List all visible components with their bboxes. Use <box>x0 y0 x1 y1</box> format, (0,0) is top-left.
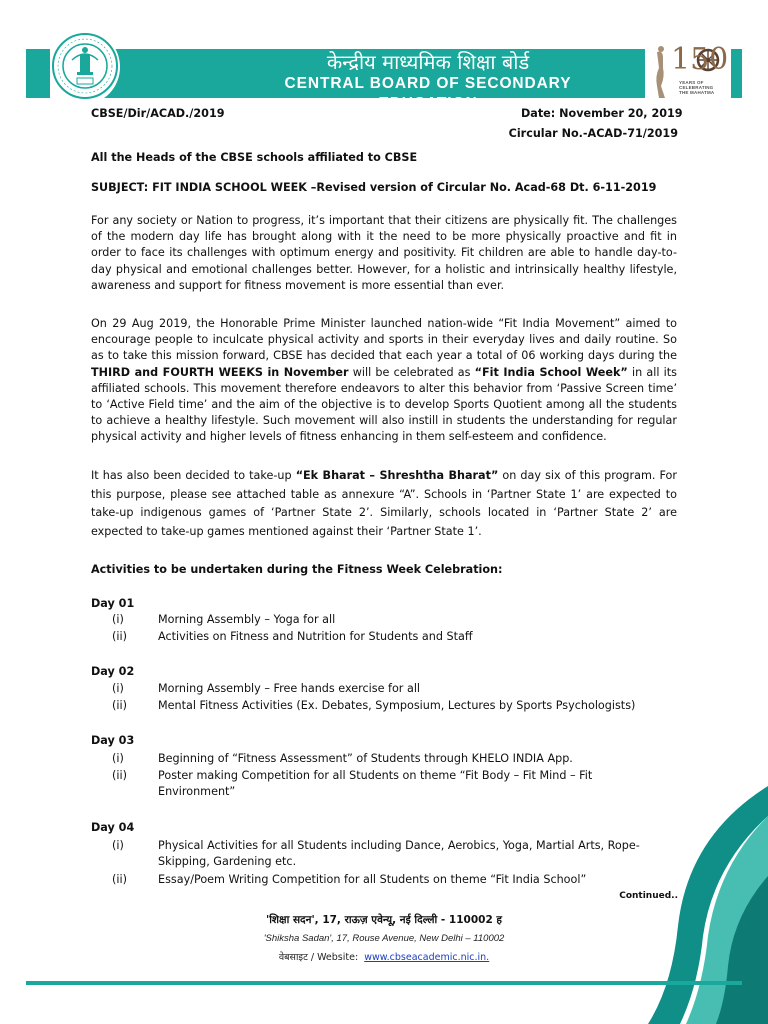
reference-number: CBSE/Dir/ACAD./2019 <box>91 107 225 120</box>
list-item: Essay/Poem Writing Competition for all Students on theme “Fit India School” <box>158 873 587 886</box>
day-label: Day 03 <box>91 734 135 747</box>
logo-150-caption: YEARS OF CELEBRATING THE MAHATMA <box>679 80 715 95</box>
item-number: (i) <box>112 613 124 626</box>
150-years-logo <box>651 42 729 100</box>
website-link[interactable]: www.cbseacademic.nic.in. <box>364 952 490 963</box>
day-label: Day 01 <box>91 597 135 610</box>
list-item: Mental Fitness Activities (Ex. Debates, Symposium, Lectures by Sports Psychologists) <box>158 699 636 712</box>
item-number: (i) <box>112 839 124 852</box>
list-item: Beginning of “Fitness Assessment” of Students through KHELO INDIA App. <box>158 752 573 765</box>
cbse-emblem-icon <box>50 30 120 104</box>
paragraph-fit-india: On 29 Aug 2019, the Honorable Prime Minister launched nation-wide “Fit India Movement” aimed to encourage people to inculcate physical activity and sports in their everyday lives and daily routine. So as to take this mission forward, CBSE has decided that each year a total of 06 working days during the THIRD and FOURTH WEEKS in November will be celebrated as “Fit India School Week” in all its affiliated schools. This movement therefore endeavors to alter this behavior from ‘Passive Screen time’ to ‘Active Field time’ and the aim of the objective is to develop Sports Quotient among all the students to achieve a healthy lifestyle. Such movement will also instill in students the understanding for regular physical activity and higher levels of fitness enhancing in them self-esteem and confidence. <box>91 317 677 444</box>
day-label: Day 02 <box>91 665 135 678</box>
addressee: All the Heads of the CBSE schools affiliated to CBSE <box>91 151 418 164</box>
subject-line: SUBJECT: FIT INDIA SCHOOL WEEK –Revised version of Circular No. Acad-68 Dt. 6-11-2019 <box>91 181 657 194</box>
continued-note: Continued.. <box>619 891 678 901</box>
item-number: (ii) <box>112 769 127 782</box>
circular-number: Circular No.-ACAD-71/2019 <box>508 127 678 140</box>
paragraph-intro: For any society or Nation to progress, it’s important that their citizens are physically fit. The challenges of the modern day life has brought along with it the need to be more physically proactive and fit in order to face its challenges with optimum energy and positivity. Fit children are able to handle day-to-day physical and emotional challenges better. However, for a holistic and intrinsically healthy lifestyle, awareness and support for fitness movement is more essential than ever. <box>91 214 677 292</box>
list-item: Physical Activities for all Students including Dance, Aerobics, Yoga, Martial Arts, Rope-Skipping, Gardening etc. <box>158 839 640 869</box>
item-number: (ii) <box>112 630 127 643</box>
footer-english-address: 'Shiksha Sadan', 17, Rouse Avenue, New Delhi – 110002 <box>263 933 505 944</box>
day-label: Day 04 <box>91 821 135 834</box>
activities-heading: Activities to be undertaken during the Fitness Week Celebration: <box>91 563 503 576</box>
item-number: (i) <box>112 682 124 695</box>
circular-date: Date: November 20, 2019 <box>521 107 683 120</box>
decorative-swoosh <box>568 786 768 1024</box>
logo-150-number: 150 <box>671 42 729 77</box>
board-title-hindi: केन्द्रीय माध्यमिक शिक्षा बोर्ड <box>326 50 530 74</box>
paragraph-ek-bharat: It has also been decided to take-up “Ek Bharat – Shreshtha Bharat” on day six of this program. For this purpose, please see attached table as annexure “A”. Schools in ‘Partner State 1’ are expected to take-up indigenous games of ‘Partner State 2’. Similarly, schools located in ‘Partner State 2’ are expected to take-up games mentioned against their ‘Partner State 1’. <box>91 469 677 538</box>
footer-website: वेबसाइट / Website: www.cbseacademic.nic.in. <box>278 952 490 963</box>
list-item: Morning Assembly – Free hands exercise for all <box>158 682 421 695</box>
list-item: Poster making Competition for all Students on theme “Fit Body – Fit Mind – Fit Environment” <box>158 769 593 799</box>
footer-rule <box>26 981 742 985</box>
footer-hindi-address: 'शिक्षा सदन', 17, राऊज़ एवेन्यू, नई दिल्ली - 110002 ह <box>265 914 502 926</box>
cbse-emblem <box>50 30 120 104</box>
board-title-english: CENTRAL BOARD OF SECONDARY EDUCATION <box>284 75 572 112</box>
item-number: (i) <box>112 752 124 765</box>
item-number: (ii) <box>112 873 127 886</box>
item-number: (ii) <box>112 699 127 712</box>
list-item: Morning Assembly – Yoga for all <box>158 613 336 626</box>
list-item: Activities on Fitness and Nutrition for Students and Staff <box>158 630 473 643</box>
